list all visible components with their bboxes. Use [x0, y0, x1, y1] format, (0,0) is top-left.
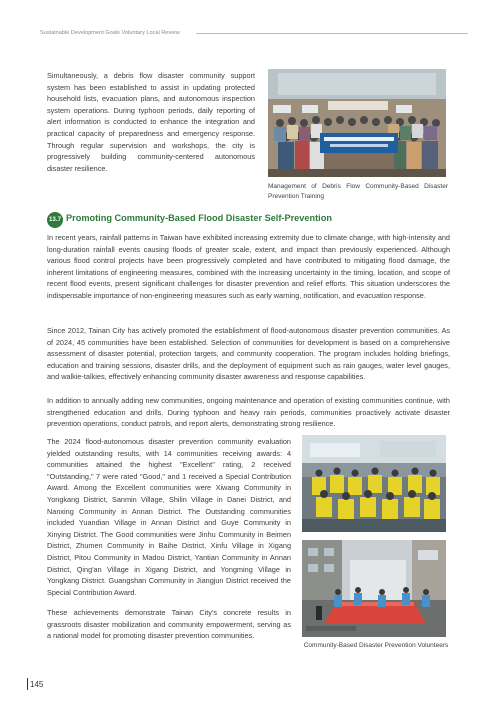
- training-group-photo-image: [268, 69, 446, 177]
- volunteers-classroom-photo: [302, 435, 446, 532]
- paragraph-rainfall-patterns: In recent years, rainfall patterns in Taiwan have exhibited increasing extremity due to climate change, with high-intensity and long-duration rainfall events causing floods of greater scale, extent, and impact than previously experienced. Although various flood control projects have been progressively completed and have contributed to mitigating flood damage, the inherent limitations of engineering measures, combined with the increasing uncertainty in the timing, location, and scope of recent flood events, present significant challenges for disaster prevention and relief efforts. This situation underscores the indispensable importance of non-engineering measures such as early warning, notification, and evacuation response.: [47, 233, 450, 300]
- paragraph-achievements: These achievements demonstrate Tainan City's concrete results in grassroots disaster mobilization and community empowerment, serving as a national model for promoting disaster prevention communities.: [47, 608, 291, 641]
- header-title: Sustainable Development Goals Voluntary Local Review: [40, 30, 180, 36]
- paragraph-annual-additions: In addition to annually adding new communities, ongoing maintenance and operation of existing communities continue, with strengthened education and drills. During typhoon and heavy rain periods, communities proactively activate disaster prevention operations, conduct patrols, and report alerts, demonstrating strong resilience.: [47, 396, 450, 429]
- training-photo-caption: Management of Debris Flow Community-Based Disaster Prevention Training: [268, 183, 448, 200]
- flood-barrier-street-photo: [302, 540, 446, 637]
- flood-barrier-street-photo-image: [302, 540, 446, 637]
- section-number-badge: 13.7: [47, 212, 63, 228]
- paragraph-debris-flow: Simultaneously, a debris flow disaster community support system has been established to assist in updating protected household lists, evacuation plans, and autonomous inspection system operations. During typhoon periods, daily reporting of alert information is conducted to enhance the integration and practical capacity of preparedness and emergency response. Through regular supervision and workshops, the city is progressively building community-centered autonomous disaster resilience.: [47, 71, 255, 173]
- page-number-bar: [27, 678, 28, 690]
- volunteers-photo-caption: Community-Based Disaster Prevention Volunteers: [303, 642, 449, 649]
- header-divider: [196, 33, 468, 34]
- paragraph-since-2012: Since 2012, Tainan City has actively promoted the establishment of flood-autonomous disaster prevention communities. As of 2024, 45 communities have been established. Selection of communities for development is based on a comprehensive assessment of disaster potential, protection targets, and community cooperation. The program includes holding briefings, education and training sessions, disaster drills, and the deployment of equipment such as rain gauges, water level gauges, and walkie-talkies, effectively enhancing community disaster awareness and response capabilities.: [47, 326, 450, 382]
- volunteers-classroom-photo-image: [302, 435, 446, 532]
- paragraph-2024-evaluation: The 2024 flood-autonomous disaster prevention community evaluation yielded outstanding results, with 14 communities receiving awards: 4 communities attained the highest "Excellent" rating, 2 received "Outstanding," 7 were rated "Good," and 1 received a Special Contribution Award. Among the Excellent communities were Xiwang Community in Yongkang District, Sanmin Village, Shilin Village in Danei District, and Nanxing Community in Annan District. The Outstanding communities included Yuandian Village in Annan District and Guye Community in Xinying District. The Good communities were Jinhu Community in Beimen District, Zhumen Community in Baihe District, Xinfu Village in Xigang District, Pitou Community in Madou District, Yantian Community in Annan District, Qing'an Village in Xigang District, and Yongming Village in Yongkang District. Guangshan Community in Jiangjun District received the Special Contribution Award.: [47, 437, 291, 597]
- section-title: Promoting Community-Based Flood Disaster Self-Prevention: [66, 213, 332, 223]
- training-group-photo: [268, 69, 446, 177]
- page-number: 145: [30, 680, 44, 689]
